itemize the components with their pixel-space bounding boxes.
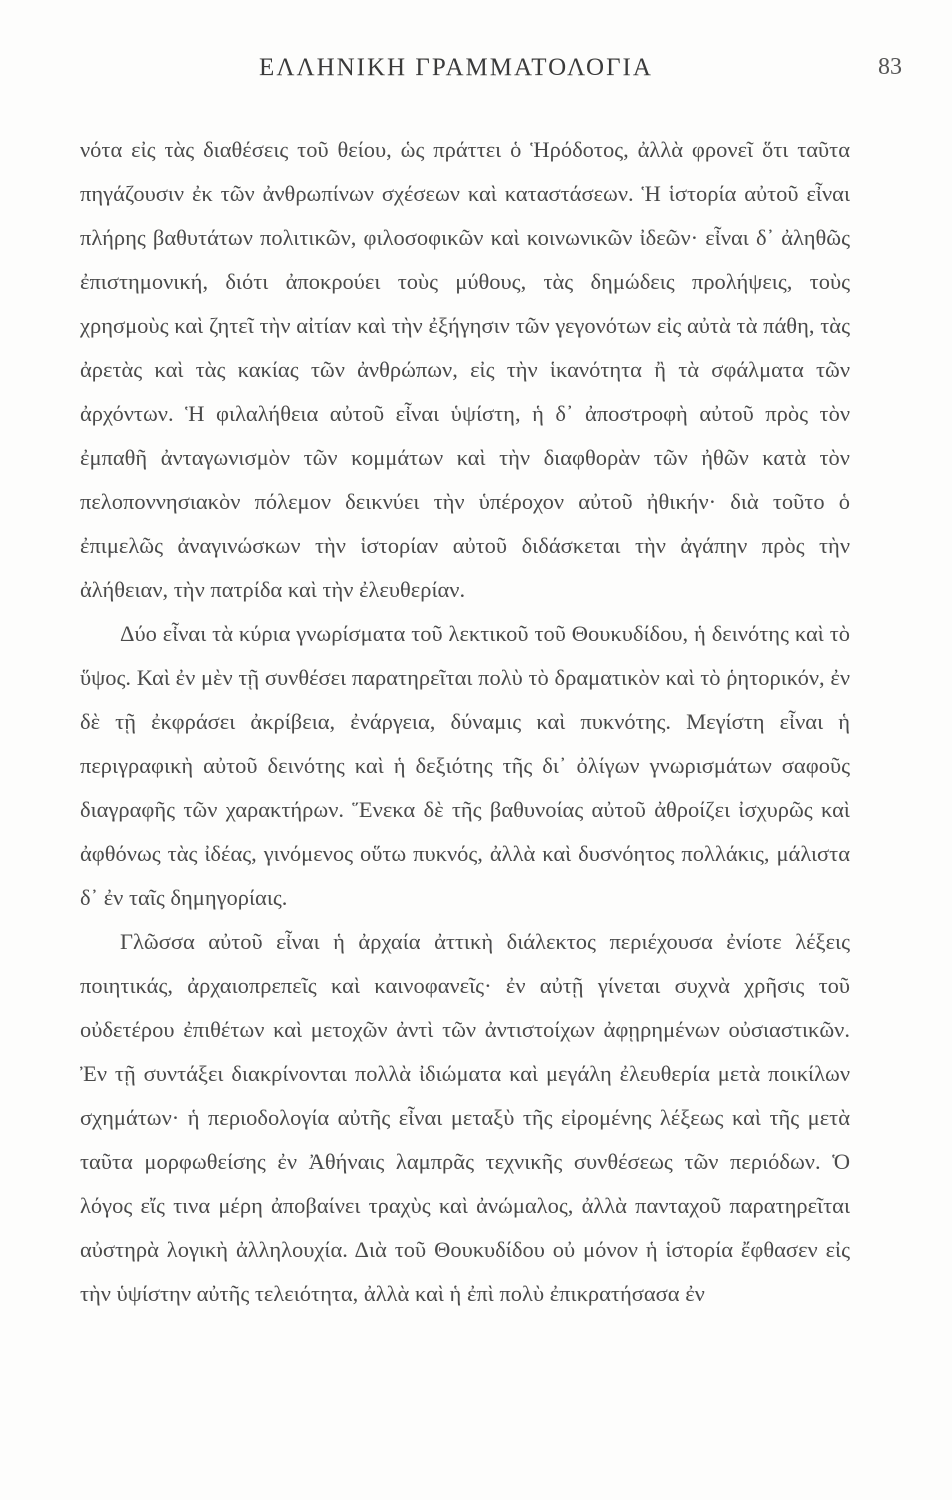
paragraph-continued: νότα εἰς τὰς διαθέσεις τοῦ θείου, ὡς πράττει ὁ Ἡρόδοτος, ἀλλὰ φρονεῖ ὅτι ταῦτα πηγάζουσιν ἐκ τῶν ἀνθρωπίνων σχέσεων καὶ καταστάσεων. Ἡ ἱστορία αὐτοῦ εἶναι πλήρης βαθυτάτων πολιτικῶν, φιλοσοφικῶν καὶ κοινωνικῶν ἰδεῶν· εἶναι δ᾽ ἀληθῶς ἐπιστημονική, διότι ἀποκρούει τοὺς μύθους, τὰς δημώδεις προλήψεις, τοὺς χρησμοὺς καὶ ζητεῖ τὴν αἰτίαν καὶ τὴν ἐξήγησιν τῶν γεγονότων εἰς αὐτὰ τὰ πάθη, τὰς ἀρετὰς καὶ τὰς κακίας τῶν ἀνθρώπων, εἰς τὴν ἱκανότητα ἢ τὰ σφάλματα τῶν ἀρχόντων. Ἡ φιλαλήθεια αὐτοῦ εἶναι ὑψίστη, ἡ δ᾽ ἀποστροφὴ αὐτοῦ πρὸς τὸν ἐμπαθῆ ἀνταγωνισμὸν τῶν κομμάτων καὶ τὴν διαφθορὰν τῶν ἠθῶν κατὰ τὸν πελοποννησιακὸν πόλεμον δεικνύει τὴν ὑπέροχον αὐτοῦ ἠθικήν· διὰ τοῦτο ὁ ἐπιμελῶς ἀναγινώσκων τὴν ἱστορίαν αὐτοῦ διδάσκεται τὴν ἀγάπην πρὸς τὴν ἀλήθειαν, τὴν πατρίδα καὶ τὴν ἐλευθερίαν. — [80, 137, 850, 602]
paragraph-language: Γλῶσσα αὐτοῦ εἶναι ἡ ἀρχαία ἀττικὴ διάλεκτος περιέχουσα ἐνίοτε λέξεις ποιητικάς, ἀρχαιοπρεπεῖς καὶ καινοφανεῖς· ἐν αὐτῇ γίνεται συχνὰ χρῆσις τοῦ οὐδετέρου ἐπιθέτων καὶ μετοχῶν ἀντὶ τῶν ἀντιστοίχων ἀφῃρημένων οὐσιαστικῶν. Ἐν τῇ συντάξει διακρίνονται πολλὰ ἰδιώματα καὶ μεγάλη ἐλευθερία μετὰ ποικίλων σχημάτων· ἡ περιοδολογία αὐτῆς εἶναι μεταξὺ τῆς εἰρομένης λέξεως καὶ τῆς μετὰ ταῦτα μορφωθείσης ἐν Ἀθήναις λαμπρᾶς τεχνικῆς συνθέσεως τῶν περιόδων. Ὁ λόγος εἴς τινα μέρη ἀποβαίνει τραχὺς καὶ ἀνώμαλος, ἀλλὰ πανταχοῦ παρατηρεῖται αὐστηρὰ λογικὴ ἀλληλουχία. Διὰ τοῦ Θουκυδίδου οὐ μόνον ἡ ἱστορία ἔφθασεν εἰς τὴν ὑψίστην αὐτῆς τελειότητα, ἀλλὰ καὶ ἡ ἐπὶ πολὺ ἐπικρατήσασα ἐν — [80, 929, 850, 1306]
page-number: 83 — [878, 54, 902, 80]
running-head — [60, 54, 902, 94]
body-text — [80, 128, 850, 1316]
running-head-title: ΕΛΛΗΝΙΚΗ ΓΡΑΜΜΑΤΟΛΟΓΙΑ — [259, 54, 653, 81]
paragraph-style: Δύο εἶναι τὰ κύρια γνωρίσματα τοῦ λεκτικοῦ τοῦ Θουκυδίδου, ἡ δεινότης καὶ τὸ ὕψος. Καὶ ἐν μὲν τῇ συνθέσει παρατηρεῖται πολὺ τὸ δραματικὸν καὶ τὸ ῥητορικόν, ἐν δὲ τῇ ἐκφράσει ἀκρίβεια, ἐνάργεια, δύναμις καὶ πυκνότης. Μεγίστη εἶναι ἡ περιγραφικὴ αὐτοῦ δεινότης καὶ ἡ δεξιότης τῆς δι᾽ ὀλίγων γνωρισμάτων σαφοῦς διαγραφῆς τῶν χαρακτήρων. Ἕνεκα δὲ τῆς βαθυνοίας αὐτοῦ ἀθροίζει ἰσχυρῶς καὶ ἀφθόνως τὰς ἰδέας, γινόμενος οὕτω πυκνός, ἀλλὰ καὶ δυσνόητος πολλάκις, μάλιστα δ᾽ ἐν ταῖς δημηγορίαις. — [80, 621, 850, 910]
